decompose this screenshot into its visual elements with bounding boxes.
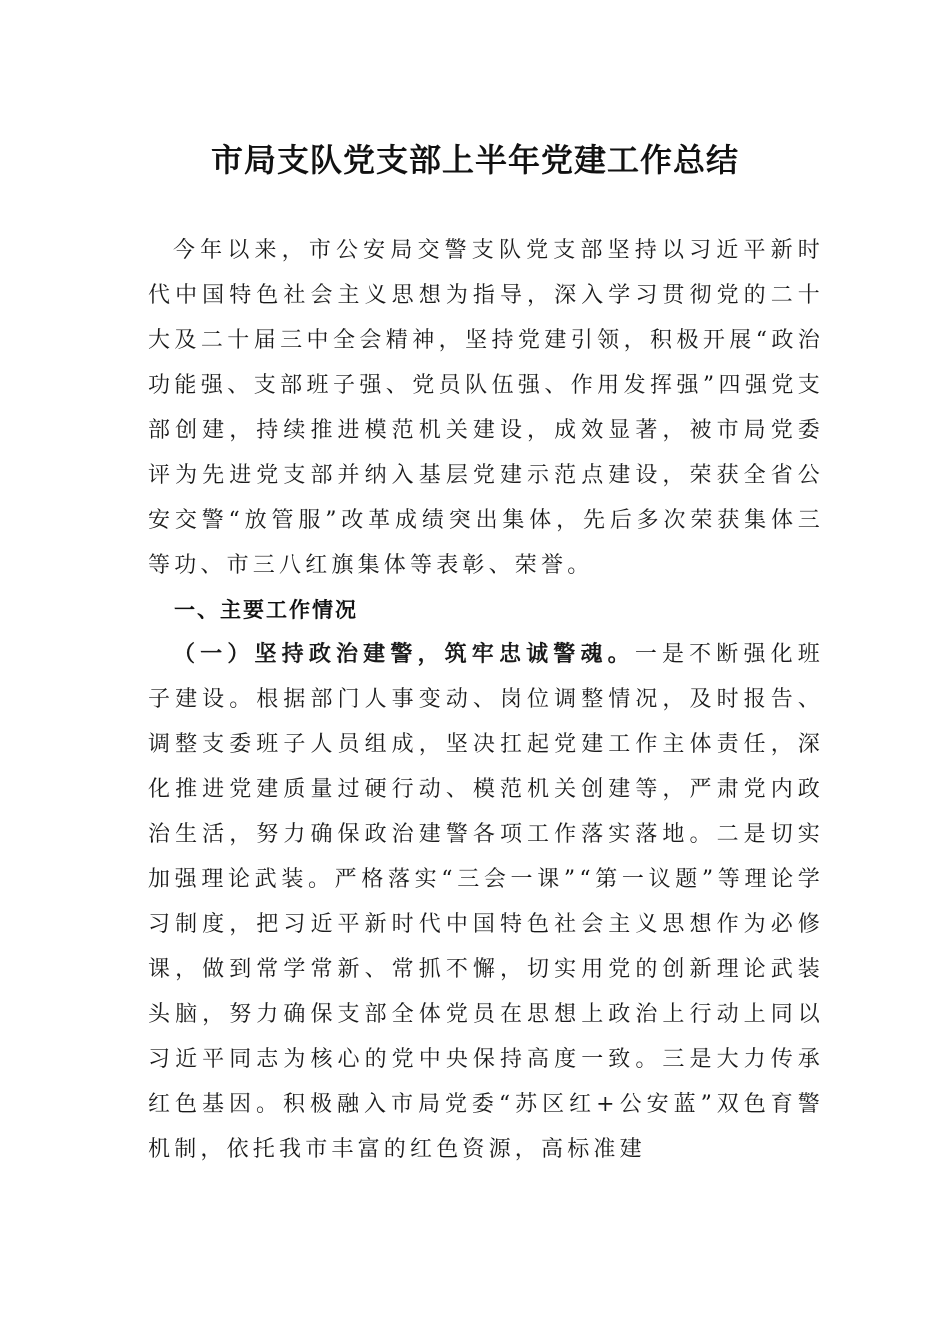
- subsection-body: 一是不断强化班子建设。根据部门人事变动、岗位调整情况，及时报告、调整支委班子人员组成，坚决扛起党建工作主体责任，深化推进党建质量过硬行动、模范机关创建等，严肃党内政治生活，努力确保政治建警各项工作落实落地。二是切实加强理论武装。严格落实“三会一课”“第一议题”等理论学习制度，把习近平新时代中国特色社会主义思想作为必修课，做到常学常新、常抓不懈，切实用党的创新理论武装头脑，努力确保支部全体党员在思想上政治上行动上同以习近平同志为核心的党中央保持高度一致。三是大力传承红色基因。积极融入市局党委“苏区红+公安蓝”双色育警机制，依托我市丰富的红色资源，高标准建: [148, 642, 825, 1162]
- subsection-paragraph: [148, 632, 824, 1172]
- document-title: 市局支队党支部上半年党建工作总结: [210, 141, 739, 179]
- section-heading: 一、主要工作情况: [174, 598, 358, 622]
- subsection-heading: （一）坚持政治建警，筑牢忠诚警魂。: [173, 641, 635, 667]
- intro-paragraph: 今年以来，市公安局交警支队党支部坚持以习近平新时代中国特色社会主义思想为指导，深入学习贯彻党的二十大及二十届三中全会精神，坚持党建引领，积极开展“政治功能强、支部班子强、党员队伍强、作用发挥强”四强党支部创建，持续推进模范机关建设，成效显著，被市局党委评为先进党支部并纳入基层党建示范点建设，荣获全省公安交警“放管服”改革成绩突出集体，先后多次荣获集体三等功、市三八红旗集体等表彰、荣誉。: [148, 238, 824, 578]
